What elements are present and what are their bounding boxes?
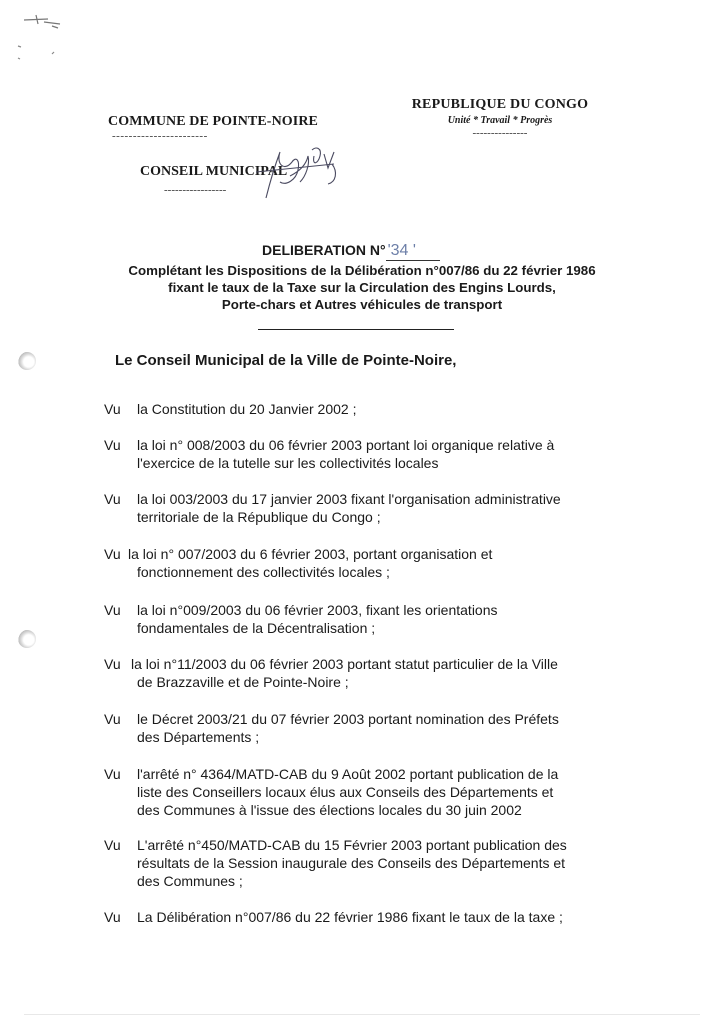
commune-dashes: ----------------------- <box>112 130 208 142</box>
deliberation-number: '34 ' <box>386 242 440 261</box>
deliberation-label: DELIBERATION N° <box>262 242 386 258</box>
vu-label: Vu <box>104 711 121 727</box>
punch-hole <box>18 630 36 648</box>
vu-item <box>104 601 650 637</box>
vu-line: la loi n°11/2003 du 06 février 2003 portant statut particulier de la Ville <box>131 656 558 672</box>
vu-line: l'exercice de la tutelle sur les collectivités locales <box>137 455 439 471</box>
vu-line: liste des Conseillers locaux élus aux Conseils des Départements et <box>137 784 554 800</box>
vu-line: fonctionnement des collectivités locales ; <box>137 564 390 580</box>
vu-line: des Communes ; <box>137 873 243 889</box>
vu-line: des Départements ; <box>137 729 260 745</box>
corner-scribble <box>14 6 84 66</box>
subtitle-line: fixant le taux de la Taxe sur la Circulation des Engins Lourds, <box>168 280 556 295</box>
handwritten-signature <box>236 142 346 208</box>
vu-label: Vu <box>104 909 121 925</box>
subtitle-line: Porte-chars et Autres véhicules de transport <box>221 297 503 312</box>
vu-item <box>104 765 650 819</box>
vu-line: la Constitution du 20 Janvier 2002 ; <box>137 401 357 417</box>
vu-item <box>104 655 650 691</box>
vu-item <box>104 908 650 926</box>
vu-label: Vu <box>104 491 121 507</box>
vu-line: résultats de la Session inaugurale des Conseils des Départements et <box>137 855 566 871</box>
vu-item <box>104 490 650 526</box>
vu-line: la loi 003/2003 du 17 janvier 2003 fixant l'organisation administrative <box>137 491 561 507</box>
vu-line: le Décret 2003/21 du 07 février 2003 portant nomination des Préfets <box>137 711 559 727</box>
commune-block <box>108 114 338 142</box>
vu-line: La Délibération n°007/86 du 22 février 1986 fixant le taux de la taxe ; <box>137 909 563 925</box>
commune-name: COMMUNE DE POINTE-NOIRE <box>108 114 318 129</box>
national-motto: Unité * Travail * Progrès <box>447 115 553 126</box>
vu-item <box>104 436 650 472</box>
republique-block <box>402 97 598 139</box>
vu-line: fondamentales de la Décentralisation ; <box>137 620 376 636</box>
vu-item <box>104 545 650 581</box>
vu-line: des Communes à l'issue des élections locales du 30 juin 2002 <box>137 802 522 818</box>
vu-line: territoriale de la République du Congo ; <box>137 509 381 525</box>
vu-line: la loi n° 007/2003 du 6 février 2003, portant organisation et <box>128 546 493 562</box>
vu-label: Vu <box>104 656 121 672</box>
republique-name: REPUBLIQUE DU CONGO <box>411 97 589 112</box>
vu-label: Vu <box>104 602 121 618</box>
vu-label: Vu <box>104 546 121 562</box>
vu-label: Vu <box>104 401 121 417</box>
vu-label: Vu <box>104 837 121 853</box>
conseil-dashes: ----------------- <box>164 184 227 196</box>
conseil-municipal: CONSEIL MUNICIPAL <box>140 164 288 179</box>
vu-line: la loi n° 008/2003 du 06 février 2003 portant loi organique relative à <box>137 437 555 453</box>
page-edge-line <box>24 1014 700 1015</box>
republique-dashes: --------------- <box>472 127 528 139</box>
vu-item <box>104 836 650 890</box>
deliberation-subtitle <box>60 262 664 313</box>
vu-item <box>104 400 650 418</box>
deliberation-number-value: 34 <box>390 242 409 259</box>
vu-line: la loi n°009/2003 du 06 février 2003, fixant les orientations <box>137 602 498 618</box>
vu-label: Vu <box>104 766 121 782</box>
vu-line: L'arrêté n°450/MATD-CAB du 15 Février 2003 portant publication des <box>137 837 567 853</box>
vu-line: l'arrêté n° 4364/MATD-CAB du 9 Août 2002 portant publication de la <box>137 766 559 782</box>
vu-label: Vu <box>104 437 121 453</box>
vu-item <box>104 710 650 746</box>
punch-hole <box>18 352 36 370</box>
vu-line: de Brazzaville et de Pointe-Noire ; <box>137 674 349 690</box>
subtitle-line: Complétant les Dispositions de la Délibération n°007/86 du 22 février 1986 <box>128 263 596 278</box>
title-separator <box>258 329 454 330</box>
preamble: Le Conseil Municipal de la Ville de Pointe-Noire, <box>115 352 457 369</box>
deliberation-title <box>262 242 440 261</box>
